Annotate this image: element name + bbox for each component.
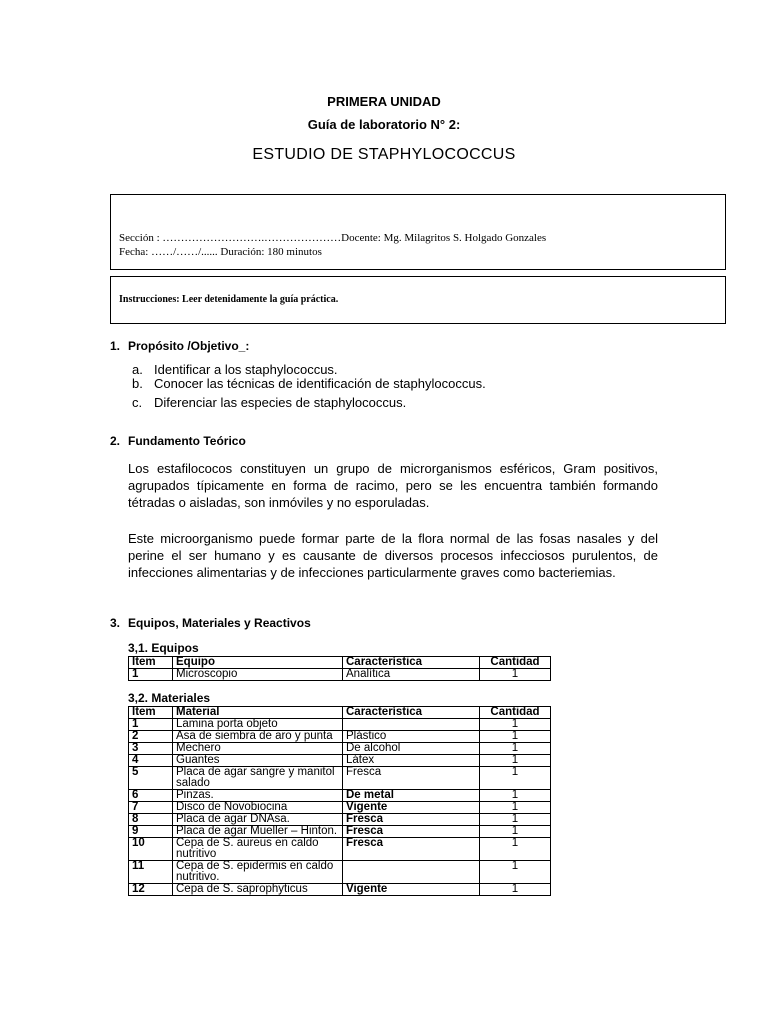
guide-heading: Guía de laboratorio N° 2: [307, 117, 461, 132]
table-cell: Guantes [173, 755, 343, 767]
table-row [129, 669, 551, 681]
table-cell: 1 [480, 861, 551, 884]
column-header: Item [129, 707, 173, 719]
seccion-docente-line: Sección : ……………………….…………………Docente: Mg. Milagritos S. Holgado Gonzales [119, 232, 547, 244]
table-cell: Placa de agar Mueller – Hinton. [173, 826, 343, 838]
table-cell: 5 [129, 767, 173, 790]
materiales-subtitle: 3,2. Materiales [128, 691, 211, 705]
table-cell: 1 [480, 743, 551, 755]
section-1-heading [110, 339, 249, 353]
table-cell: 12 [129, 884, 173, 896]
equipos-table [128, 656, 551, 681]
table-row [129, 731, 551, 743]
section-1-number: 1. [110, 339, 121, 353]
theory-paragraph-1: Los estafilococos constituyen un grupo de microrganismos esféricos, Gram positivos, agrupados típicamente en forma de racimo, pero se les encuentra también formando tétradas o aisladas, son inmóviles y no esporuladas. [128, 461, 658, 510]
table-row [129, 861, 551, 884]
table-cell: 11 [129, 861, 173, 884]
section-3-title: Equipos, Materiales y Reactivos [128, 616, 311, 630]
equipos-subtitle: 3,1. Equipos [128, 641, 199, 655]
table-row [129, 719, 551, 731]
table-cell: Disco de Novobiocina [173, 802, 343, 814]
table-cell: Fresca [343, 814, 480, 826]
column-header: Equipo [173, 657, 343, 669]
section-2-heading [110, 434, 246, 448]
section-2-number: 2. [110, 434, 121, 448]
table-cell: Cepa de S. aureus en caldo nutritivo [173, 838, 343, 861]
table-cell: Cepa de S. epidermis en caldo nutritivo. [173, 861, 343, 884]
table-cell: 1 [480, 790, 551, 802]
table-cell: 1 [480, 884, 551, 896]
table-cell: 1 [480, 669, 551, 681]
table-cell: De metal [343, 790, 480, 802]
table-row [129, 767, 551, 790]
info-box [110, 194, 726, 270]
table-cell: Lamina porta objeto [173, 719, 343, 731]
table-cell: 7 [129, 802, 173, 814]
table-cell: Placa de agar sangre y manitol salado [173, 767, 343, 790]
column-header: Característica [343, 707, 480, 719]
table-row [129, 884, 551, 896]
table-cell: 10 [129, 838, 173, 861]
table-cell: 1 [480, 755, 551, 767]
table-cell: Vigente [343, 802, 480, 814]
table-cell: Microscopio [173, 669, 343, 681]
table-row [129, 790, 551, 802]
section-3-heading [110, 616, 311, 630]
list-item: a. Identificar a los staphylococcus. [132, 362, 338, 377]
table-cell: 1 [480, 731, 551, 743]
column-header: Característica [343, 657, 480, 669]
materiales-table [128, 706, 551, 896]
table-row [129, 755, 551, 767]
table-cell: Látex [343, 755, 480, 767]
table-cell: Fresca [343, 838, 480, 861]
list-item: c. Diferenciar las especies de staphylococcus. [132, 395, 407, 410]
table-cell: 6 [129, 790, 173, 802]
table-cell: Vigente [343, 884, 480, 896]
table-cell: 1 [480, 826, 551, 838]
table-cell [343, 861, 480, 884]
section-3-number: 3. [110, 616, 121, 630]
theory-paragraph-2: Este microorganismo puede formar parte de la flora normal de las fosas nasales y del perine el ser humano y es causante de diversos procesos infecciosos purulentos, de infecciones alimentarias y de infecciones particularmente graves como bacteriemias. [128, 531, 658, 580]
table-cell: 1 [480, 719, 551, 731]
table-header-row [129, 707, 551, 719]
section-1-title: Propósito /Objetivo_: [128, 339, 250, 353]
table-cell: 9 [129, 826, 173, 838]
instructions-box [110, 276, 726, 324]
section-2-title: Fundamento Teórico [128, 434, 246, 448]
table-cell: 4 [129, 755, 173, 767]
column-header: Material [173, 707, 343, 719]
table-cell: Fresca [343, 826, 480, 838]
unit-heading: PRIMERA UNIDAD [327, 94, 441, 109]
list-item: b. Conocer las técnicas de identificación de staphylococcus. [132, 376, 486, 391]
table-cell: Pinzas. [173, 790, 343, 802]
table-cell: 8 [129, 814, 173, 826]
column-header: Item [129, 657, 173, 669]
table-cell: 1 [480, 802, 551, 814]
table-row [129, 802, 551, 814]
table-cell: 2 [129, 731, 173, 743]
table-cell: 3 [129, 743, 173, 755]
table-cell [343, 719, 480, 731]
table-cell: 1 [480, 814, 551, 826]
document-title: ESTUDIO DE STAPHYLOCOCCUS [252, 146, 516, 163]
table-row [129, 814, 551, 826]
table-row [129, 743, 551, 755]
table-cell: 1 [129, 719, 173, 731]
table-header-row [129, 657, 551, 669]
column-header: Cantidad [480, 707, 551, 719]
fecha-duracion-line: Fecha: ……/……/...... Duración: 180 minutos [119, 246, 322, 258]
table-cell: Asa de siembra de aro y punta [173, 731, 343, 743]
table-cell: 1 [480, 838, 551, 861]
table-cell: Fresca [343, 767, 480, 790]
table-cell: Cepa de S. saprophyticus [173, 884, 343, 896]
table-cell: De alcohol [343, 743, 480, 755]
table-cell: 1 [480, 767, 551, 790]
column-header: Cantidad [480, 657, 551, 669]
instructions-text: Instrucciones: Leer detenidamente la guía práctica. [119, 294, 339, 305]
table-cell: 1 [129, 669, 173, 681]
table-cell: Mechero [173, 743, 343, 755]
table-cell: Placa de agar DNAsa. [173, 814, 343, 826]
table-cell: Analítica [343, 669, 480, 681]
table-row [129, 838, 551, 861]
table-row [129, 826, 551, 838]
table-cell: Plástico [343, 731, 480, 743]
